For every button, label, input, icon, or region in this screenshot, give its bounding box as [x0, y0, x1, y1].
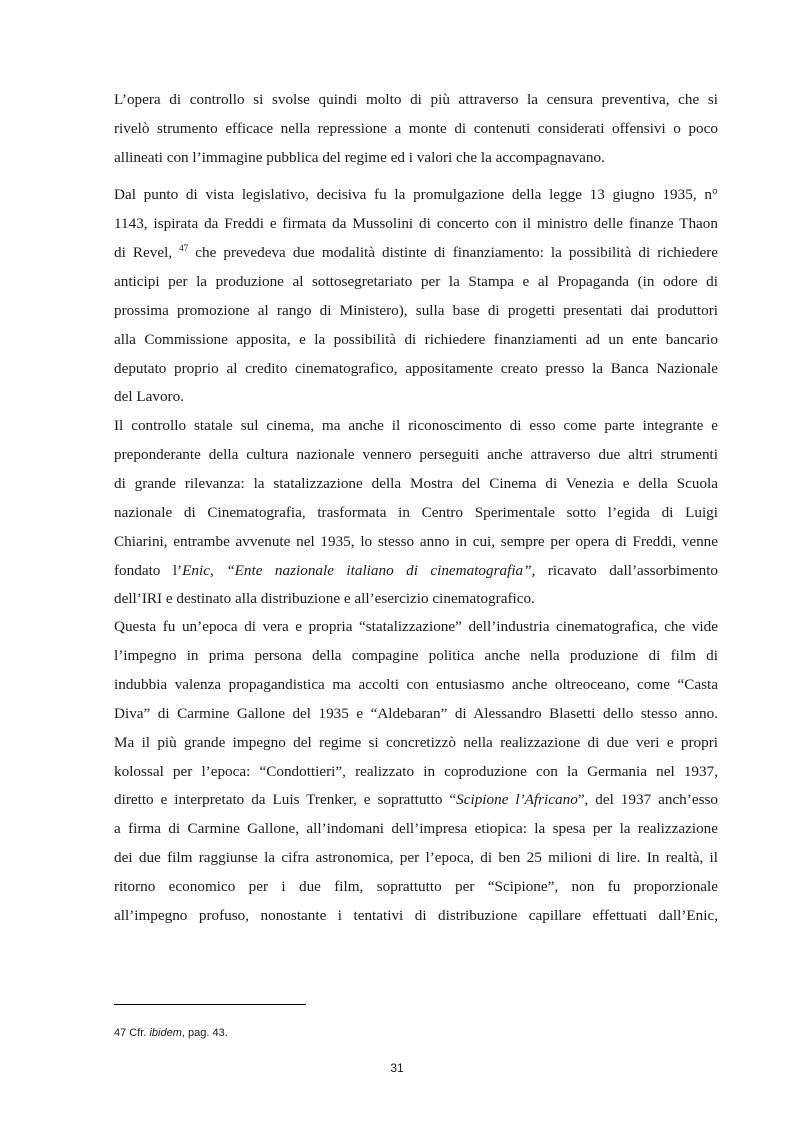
body-line: dei due film raggiunse la cifra astronomica, per l’epoca, di ben 25 milioni di lire. In realtà, il [114, 849, 718, 866]
body-line: fondato l’Enic, “Ente nazionale italiano di cinematografia”, ricavato dall’assorbimento [114, 562, 718, 579]
body-line: anticipi per la produzione al sottosegretariato per la Stampa e al Propaganda (in odore di [114, 273, 718, 290]
footnote-separator [114, 1004, 306, 1005]
italic-title: Enic, “Ente nazionale italiano di cinematografia” [182, 562, 532, 579]
italic-title: Scipione l’Africano [456, 791, 578, 808]
footnote: 47 Cfr. ibidem, pag. 43. [114, 1027, 228, 1039]
footnote-number: 47 [114, 1027, 127, 1039]
body-line: 1143, ispirata da Freddi e firmata da Mussolini di concerto con il ministro delle finanze Thaon [114, 215, 718, 232]
page-number: 31 [390, 1061, 404, 1075]
body-line: Ma il più grande impegno del regime si concretizzò nella realizzazione di due veri e propri [114, 734, 718, 751]
body-line: indubbia valenza propagandistica ma accolti con entusiasmo anche oltreoceano, come “Casta [114, 676, 718, 693]
body-line: ritorno economico per i due film, soprattutto per “Scipione”, non fu proporzionale [114, 878, 718, 895]
body-line: alla Commissione apposita, e la possibilità di richiedere finanziamenti ad un ente bancario [114, 331, 718, 348]
body-line: L’opera di controllo si svolse quindi molto di più attraverso la censura preventiva, che si [114, 91, 718, 108]
body-line: dell’IRI e destinato alla distribuzione e all’esercizio cinematografico. [114, 590, 535, 607]
body-line: Diva” di Carmine Gallone del 1935 e “Aldebaran” di Alessandro Blasetti dello stesso anno. [114, 705, 718, 722]
body-line: allineati con l’immagine pubblica del regime ed i valori che la accompagnavano. [114, 149, 605, 166]
body-line: nazionale di Cinematografia, trasformata in Centro Sperimentale sotto l’egida di Luigi [114, 504, 718, 521]
body-line: l’impegno in prima persona della compagine politica anche nella produzione di film di [114, 647, 718, 664]
body-line: Questa fu un’epoca di vera e propria “statalizzazione” dell’industria cinematografica, che vide [114, 618, 718, 635]
body-line: preponderante della cultura nazionale vennero perseguiti anche attraverso due altri strumenti [114, 446, 718, 463]
body-line: kolossal per l’epoca: “Condottieri”, realizzato in coproduzione con la Germania nel 1937, [114, 763, 718, 780]
footnote-reference[interactable]: 47 [179, 243, 189, 253]
body-line: deputato proprio al credito cinematografico, appositamente creato presso la Banca Nazionale [114, 360, 718, 377]
body-line: di grande rilevanza: la statalizzazione della Mostra del Cinema di Venezia e della Scuola [114, 475, 718, 492]
body-line: del Lavoro. [114, 388, 185, 405]
body-line: a firma di Carmine Gallone, all’indomani dell’impresa etiopica: la spesa per la realizzazione [114, 820, 718, 837]
body-line: all’impegno profuso, nonostante i tentativi di distribuzione capillare effettuati dall’Enic, [114, 907, 718, 924]
body-line: diretto e interpretato da Luis Trenker, e soprattutto “Scipione l’Africano”, del 1937 anch’esso [114, 791, 718, 808]
body-line: Chiarini, entrambe avvenute nel 1935, lo stesso anno in cui, sempre per opera di Freddi, venne [114, 533, 718, 550]
body-line: Il controllo statale sul cinema, ma anche il riconoscimento di esso come parte integrante e [114, 417, 718, 434]
body-line: Dal punto di vista legislativo, decisiva fu la promulgazione della legge 13 giugno 1935, n° [114, 186, 718, 203]
body-line: prossima promozione al rango di Ministero), sulla base di progetti presentati dai produttori [114, 302, 718, 319]
body-line: di Revel, $^{47}$ che prevedeva due modalità distinte di finanziamento: la possibilità di richiedere [114, 243, 718, 261]
body-line: rivelò strumento efficace nella repressione a monte di contenuti considerati offensivi o poco [114, 120, 718, 137]
